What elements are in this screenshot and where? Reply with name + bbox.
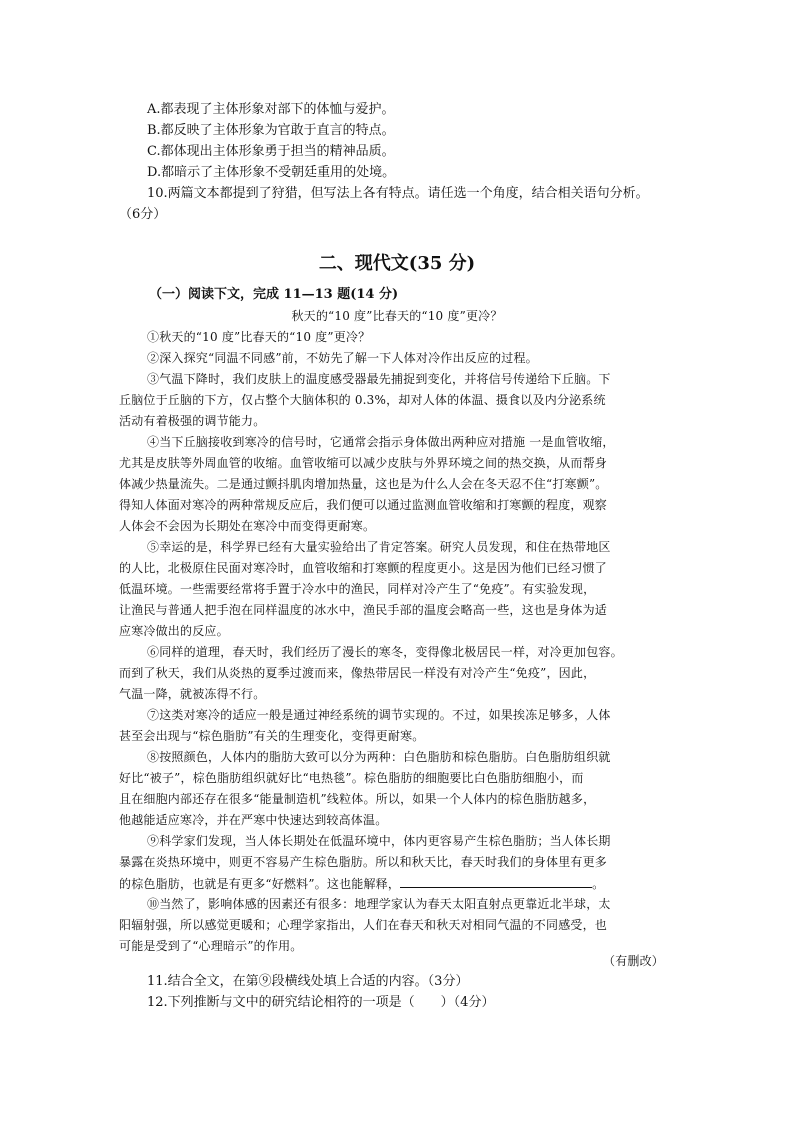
answer-blank[interactable]	[400, 875, 592, 888]
article-line: 甚至会出现与“棕色脂肪”有关的生理变化，变得更耐寒。	[119, 729, 425, 743]
source-note: （有删改）	[603, 954, 665, 968]
article-line: 低温环境。一些需要经常将手置于冷水中的渔民，同样对冷产生了“免疫”。有实验发现，	[119, 582, 596, 596]
article-line: ⑩当然了，影响体感的因素还有很多：地理学家认为春天太阳直射点更靠近北半球，太	[147, 897, 611, 911]
option-a: A.都表现了主体形象对部下的体恤与爱护。	[147, 102, 395, 117]
article-line: 好比“被子”，棕色脂肪组织就好比“电热毯”。棕色脂肪的细胞要比白色脂肪细胞小，而	[119, 771, 584, 785]
article-line: 阳辐射强，所以感觉更暖和；心理学家指出，人们在春天和秋天对相同气温的不同感受，也	[119, 918, 608, 932]
article-line: 得知人体面对寒冷的两种常规反应后，我们便可以通过监测血管收缩和打寒颤的程度，观察	[119, 498, 608, 512]
article-line: ①秋天的“10 度”比春天的“10 度”更冷？	[147, 330, 371, 344]
article-line: 可能是受到了“心理暗示”的作用。	[119, 939, 303, 953]
article-line-with-blank	[119, 875, 604, 892]
article-line: 让渔民与普通人把手泡在同样温度的冰水中，渔民手部的温度会略高一些，这也是身体为适	[119, 603, 608, 617]
article-title: 秋天的“10 度”比春天的“10 度”更冷？	[291, 309, 503, 323]
article-line: ④当下丘脑接收到寒冷的信号时，它通常会指示身体做出两种应对措施 一是血管收缩，	[147, 435, 615, 449]
article-line: ⑧按照颜色，人体内的脂肪大致可以分为两种：白色脂肪和棕色脂肪。白色脂肪组织就	[147, 750, 611, 764]
article-line: ⑦这类对寒冷的适应一般是通过神经系统的调节实现的。不过，如果挨冻足够多，人体	[147, 708, 611, 722]
option-c: C.都体现出主体形象勇于担当的精神品质。	[147, 144, 395, 159]
article-line: ③气温下降时，我们皮肤上的温度感受器最先捕捉到变化，并将信号传递给下丘脑。下	[147, 372, 611, 386]
article-line: 尤其是皮肤等外周血管的收缩。血管收缩可以减少皮肤与外界环境之间的热交换，从而帮身	[119, 456, 608, 470]
article-line: 而到了秋天，我们从炎热的夏季过渡而来，像热带居民一样没有对冷产生“免疫”，因此，	[119, 666, 596, 680]
article-line: 暴露在炎热环境中，则更不容易产生棕色脂肪。所以和秋天比，春天时我们的身体里有更多	[119, 855, 608, 869]
article-line: 体减少热量流失。二是通过颤抖肌肉增加热量，这也是为什么人会在冬天忍不住“打寒颤”。	[119, 477, 608, 491]
article-line: ⑥同样的道理，春天时，我们经历了漫长的寒冬，变得像北极居民一样，对冷更加包容。	[147, 645, 623, 659]
article-line: 气温一降，就被冻得不行。	[119, 687, 266, 701]
section-title: 二、现代文(35 分)	[318, 253, 476, 274]
option-d: D.都暗示了主体形象不受朝廷重用的处境。	[147, 165, 396, 180]
article-line: 人体会不会因为长期处在寒冷中而变得更耐寒。	[119, 519, 376, 533]
question-10: 10.两篇文本都提到了狩猎，但写法上各有特点。请任选一个角度，结合相关语句分析。	[147, 186, 649, 201]
option-b: B.都反映了主体形象为官敢于直言的特点。	[147, 123, 395, 138]
article-line: ⑨科学家们发现，当人体长期处在低温环境中，体内更容易产生棕色脂肪；当人体长期	[147, 834, 611, 848]
article-line: 丘脑位于丘脑的下方，仅占整个大脑体积的 0.3%，却对人体的体温、摄食以及内分泌系统	[119, 393, 606, 407]
blank-period: 。	[592, 877, 605, 891]
article-line: ②深入探究“同温不同感”前，不妨先了解一下人体对冷作出反应的过程。	[147, 351, 538, 365]
article-line: 且在细胞内部还存在很多“能量制造机”线粒体。所以，如果一个人体内的棕色脂肪越多，	[119, 792, 596, 806]
subsection-title: （一）阅读下文，完成 11—13 题(14 分)	[149, 287, 399, 302]
article-line: 他越能适应寒冷，并在严寒中快速达到较高体温。	[119, 813, 388, 827]
question-10-score: （6分）	[119, 207, 167, 222]
article-line: 应寒冷做出的反应。	[119, 624, 229, 638]
article-line: ⑤幸运的是，科学界已经有大量实验给出了肯定答案。研究人员发现，和住在热带地区	[147, 540, 611, 554]
article-line: 的棕色脂肪，也就是有更多“好燃料”。这也能解释，	[119, 877, 401, 891]
article-line: 活动有着极强的调节能力。	[119, 414, 266, 428]
article-line: 的人比，北极原住民面对寒冷时，血管收缩和打寒颤的程度更小。这是因为他们已经习惯了	[119, 561, 608, 575]
question-11: 11.结合全文，在第⑨段横线处填上合适的内容。（3分）	[147, 974, 469, 989]
question-12: 12.下列推断与文中的研究结论相符的一项是（ ）（4分）	[147, 995, 495, 1010]
